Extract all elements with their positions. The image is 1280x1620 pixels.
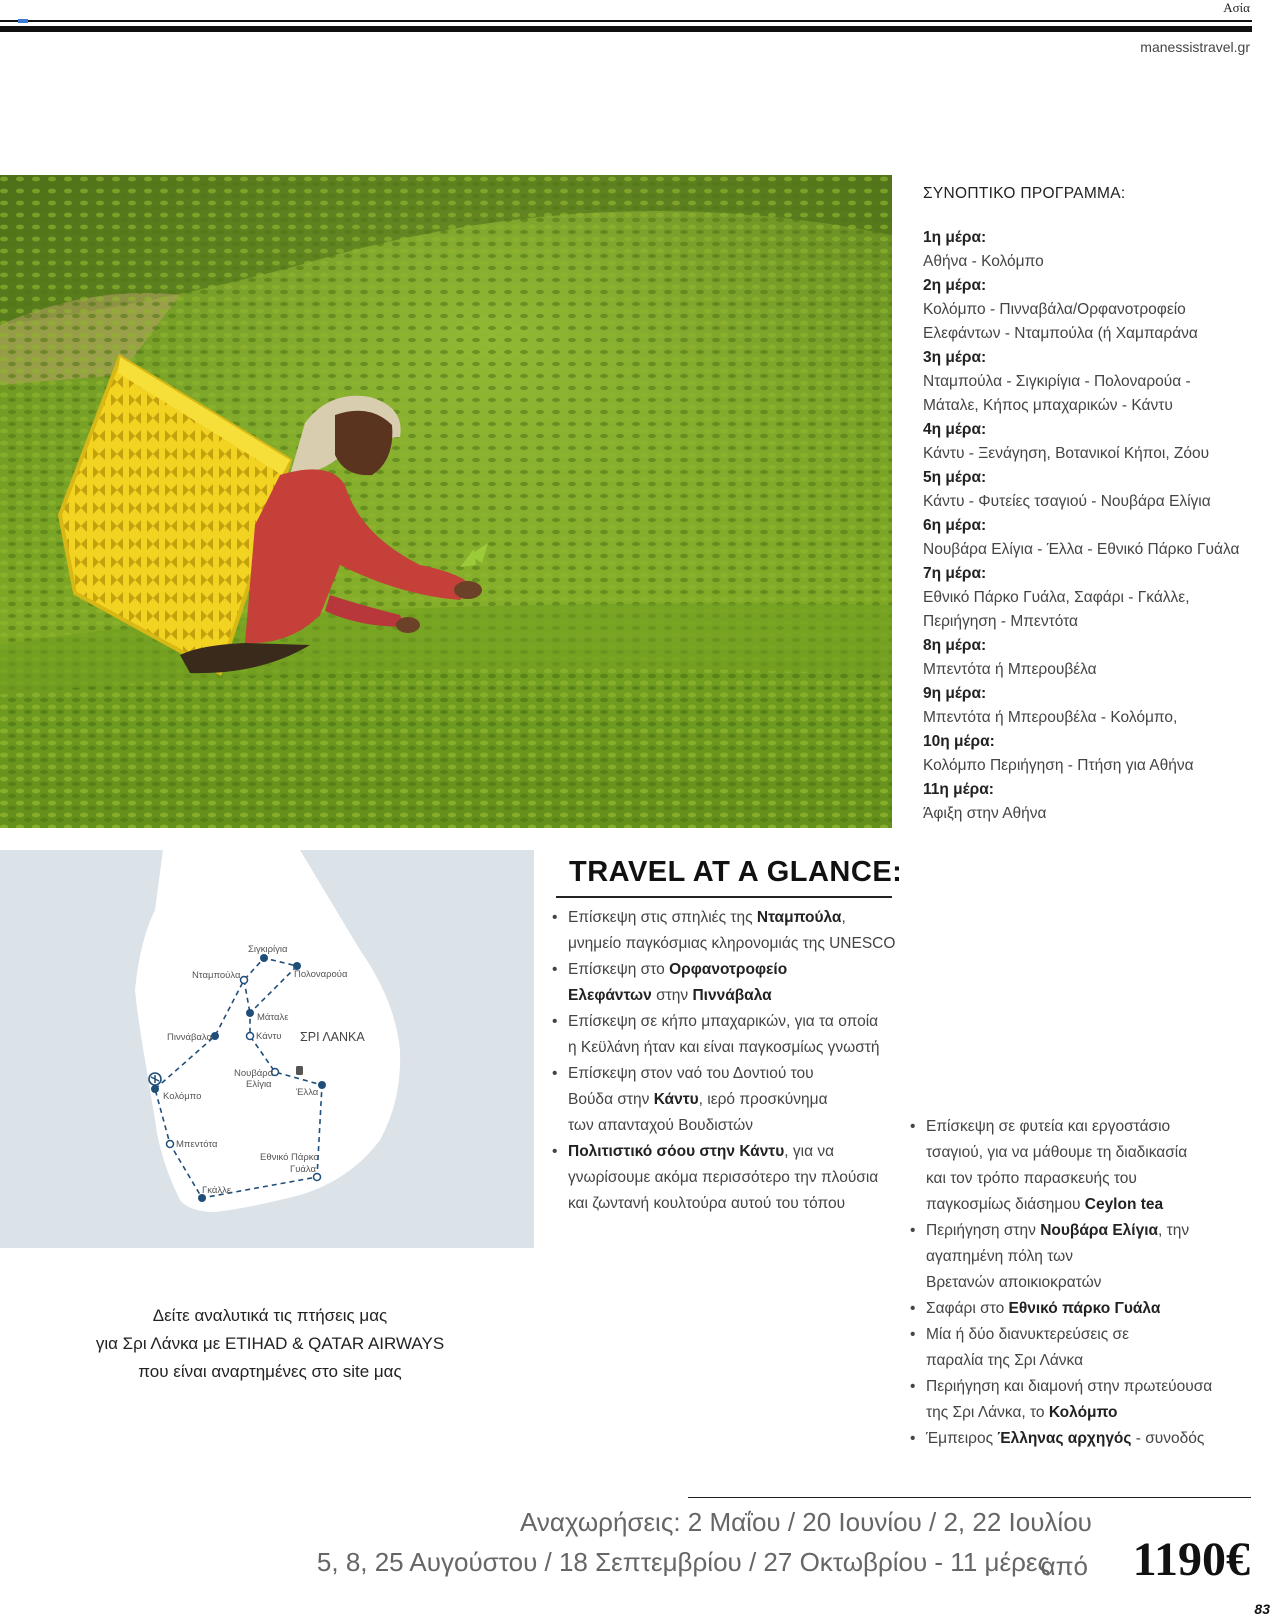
itinerary-day-description: Νουβάρα Ελίγια - Έλλα - Εθνικό Πάρκο Γυάλα [923, 541, 1240, 558]
list-item: • Σαφάρι στο Εθνικό πάρκο Γυάλα [910, 1296, 1255, 1322]
itinerary-day-label: 3η μέρα: [923, 349, 987, 366]
map-label-polonnaruwa: Πολοναρούα [294, 969, 348, 980]
glance-title-rule [556, 896, 892, 898]
itinerary-day-description: Περιήγηση - Μπεντότα [923, 613, 1078, 630]
price-from-label: από [1040, 1551, 1088, 1581]
map-label-yala-2: Γυάλα [290, 1164, 317, 1175]
itinerary-day-description: Αθήνα - Κολόμπο [923, 253, 1044, 270]
header-accent-mark [18, 19, 28, 23]
tea-picker-photo [0, 175, 892, 828]
itinerary-day-description: Ελεφάντων - Νταμπούλα (ή Χαμπαράνα [923, 325, 1198, 342]
itinerary-day-label: 8η μέρα: [923, 637, 987, 654]
itinerary-day-description: Μάταλε, Κήπος μπαχαρικών - Κάντυ [923, 397, 1173, 414]
section-label: Ασία [1223, 0, 1250, 15]
itinerary-days [923, 226, 1263, 826]
itinerary-day-description: Άφιξη στην Αθήνα [923, 805, 1047, 822]
list-item: • Μία ή δύο διανυκτερεύσεις σε παραλία της Σρι Λάνκα [910, 1322, 1255, 1374]
airport-icon [149, 1073, 161, 1085]
list-item: • Έμπειρος Έλληνας αρχηγός - συνοδός [910, 1426, 1255, 1452]
map-label-yala-1: Εθνικό Πάρκο [260, 1152, 319, 1163]
map-country-label: ΣΡΙ ΛΑΝΚΑ [300, 1030, 365, 1044]
map-label-dambulla: Νταμπούλα [192, 970, 241, 981]
itinerary-day-description: Εθνικό Πάρκο Γυάλα, Σαφάρι - Γκάλλε, [923, 589, 1190, 606]
flights-note-line-2: για Σρι Λάνκα με ETIHAD & QATAR AIRWAYS [95, 1334, 445, 1353]
departures-line-1: Αναχωρήσεις: 2 Μαΐου / 20 Ιουνίου / 2, 22 Ιουλίου [520, 1507, 1092, 1537]
list-item: • Επίσκεψη στις σπηλιές της Νταμπούλα, μνημείο παγκόσμιας κληρονομιάς της UNESCO [552, 905, 902, 957]
map-label-galle: Γκάλλε [202, 1185, 232, 1196]
map-label-bentota: Μπεντότα [176, 1139, 218, 1150]
list-item: • Επίσκεψη σε κήπο μπαχαρικών, για τα οποία η Κεϋλάνη ήταν και είναι παγκοσμίως γνωστή [552, 1009, 902, 1061]
train-icon [296, 1066, 303, 1075]
itinerary-day-label: 9η μέρα: [923, 685, 987, 702]
map-label-ella: Έλλα [296, 1087, 319, 1098]
itinerary-day-description: Μπεντότα ή Μπερουβέλα - Κολόμπο, [923, 709, 1178, 726]
list-item: • Επίσκεψη στον ναό του Δοντιού του Βούδα στην Κάντυ, ιερό προσκύνημα των απανταχού Βουδιστών [552, 1061, 902, 1139]
list-item: • Περιήγηση και διαμονή στην πρωτεύουσα της Σρι Λάνκα, το Κολόμπο [910, 1374, 1255, 1426]
itinerary-day-description: Κολόμπο Περιήγηση - Πτήση για Αθήνα [923, 757, 1194, 774]
itinerary-title: ΣΥΝΟΠΤΙΚΟ ΠΡΟΓΡΑΜΜΑ: [923, 185, 1126, 202]
map-label-colombo: Κολόμπο [163, 1091, 202, 1102]
map-label-kandy: Κάντυ [256, 1031, 282, 1042]
itinerary-day-description: Κολόμπο - Πινναβάλα/Ορφανοτροφείο [923, 301, 1186, 318]
itinerary-day-label: 4η μέρα: [923, 421, 987, 438]
list-item: • Πολιτιστικό σόου στην Κάντυ, για να γνωρίσουμε ακόμα περισσότερο την πλούσια και ζωντανή κουλτούρα αυτού του τόπου [552, 1139, 902, 1217]
departures-rule [688, 1497, 1251, 1498]
itinerary-day-label: 10η μέρα: [923, 733, 995, 750]
map-label-pinnawala: Πιννάβαλα [167, 1032, 213, 1043]
map-label-sigiriya: Σιγκιρίγια [248, 944, 288, 955]
itinerary-day-label: 2η μέρα: [923, 277, 987, 294]
map-label-nuwara-2: Ελίγια [246, 1079, 272, 1090]
page-number: 83 [1254, 1601, 1270, 1617]
itinerary-day-label: 1η μέρα: [923, 229, 987, 246]
itinerary-day-description: Κάντυ - Ξενάγηση, Βοτανικοί Κήποι, Ζόου [923, 445, 1210, 462]
list-item: • Επίσκεψη στο Ορφανοτροφείο Ελεφάντων στην Πιννάβαλα [552, 957, 902, 1009]
sri-lanka-route-map [0, 850, 534, 1248]
map-label-nuwara-1: Νουβάρα [234, 1068, 274, 1079]
list-item: • Περιήγηση στην Νουβάρα Ελίγια, την αγαπημένη πόλη των Βρετανών αποικιοκρατών [910, 1218, 1255, 1296]
flights-note-line-1: Δείτε αναλυτικά τις πτήσεις μας [152, 1306, 388, 1325]
flights-note [80, 1302, 460, 1386]
itinerary-day-description: Μπεντότα ή Μπερουβέλα [923, 661, 1097, 678]
flights-note-line-3: που είναι αναρτημένες στο site μας [138, 1362, 402, 1381]
glance-list-2 [910, 1114, 1255, 1452]
itinerary-day-description: Κάντυ - Φυτείες τσαγιού - Νουβάρα Ελίγια [923, 493, 1211, 510]
map-label-matale: Μάταλε [257, 1012, 289, 1023]
glance-title: TRAVEL AT A GLANCE: [569, 856, 903, 888]
itinerary-day-label: 11η μέρα: [923, 781, 994, 798]
header-rule-thick [0, 26, 1252, 32]
glance-list-1 [552, 905, 902, 1217]
departures-line-2: 5, 8, 25 Αυγούστου / 18 Σεπτεμβρίου / 27 Οκτωβρίου - 11 μέρες [316, 1547, 1050, 1577]
header-rule-thin [0, 20, 1252, 22]
itinerary-day-label: 5η μέρα: [923, 469, 987, 486]
site-url[interactable]: manessistravel.gr [1140, 39, 1250, 55]
itinerary-summary [923, 182, 1263, 826]
price: 1190€ [1132, 1533, 1250, 1586]
list-item: • Επίσκεψη σε φυτεία και εργοστάσιο τσαγιού, για να μάθουμε τη διαδικασία και τον τρόπο παρασκευής του παγκοσμίως διάσημου Ceylon tea [910, 1114, 1255, 1218]
itinerary-day-description: Νταμπούλα - Σιγκιρίγια - Πολοναρούα - [923, 373, 1191, 390]
itinerary-day-label: 7η μέρα: [923, 565, 987, 582]
itinerary-day-label: 6η μέρα: [923, 517, 987, 534]
